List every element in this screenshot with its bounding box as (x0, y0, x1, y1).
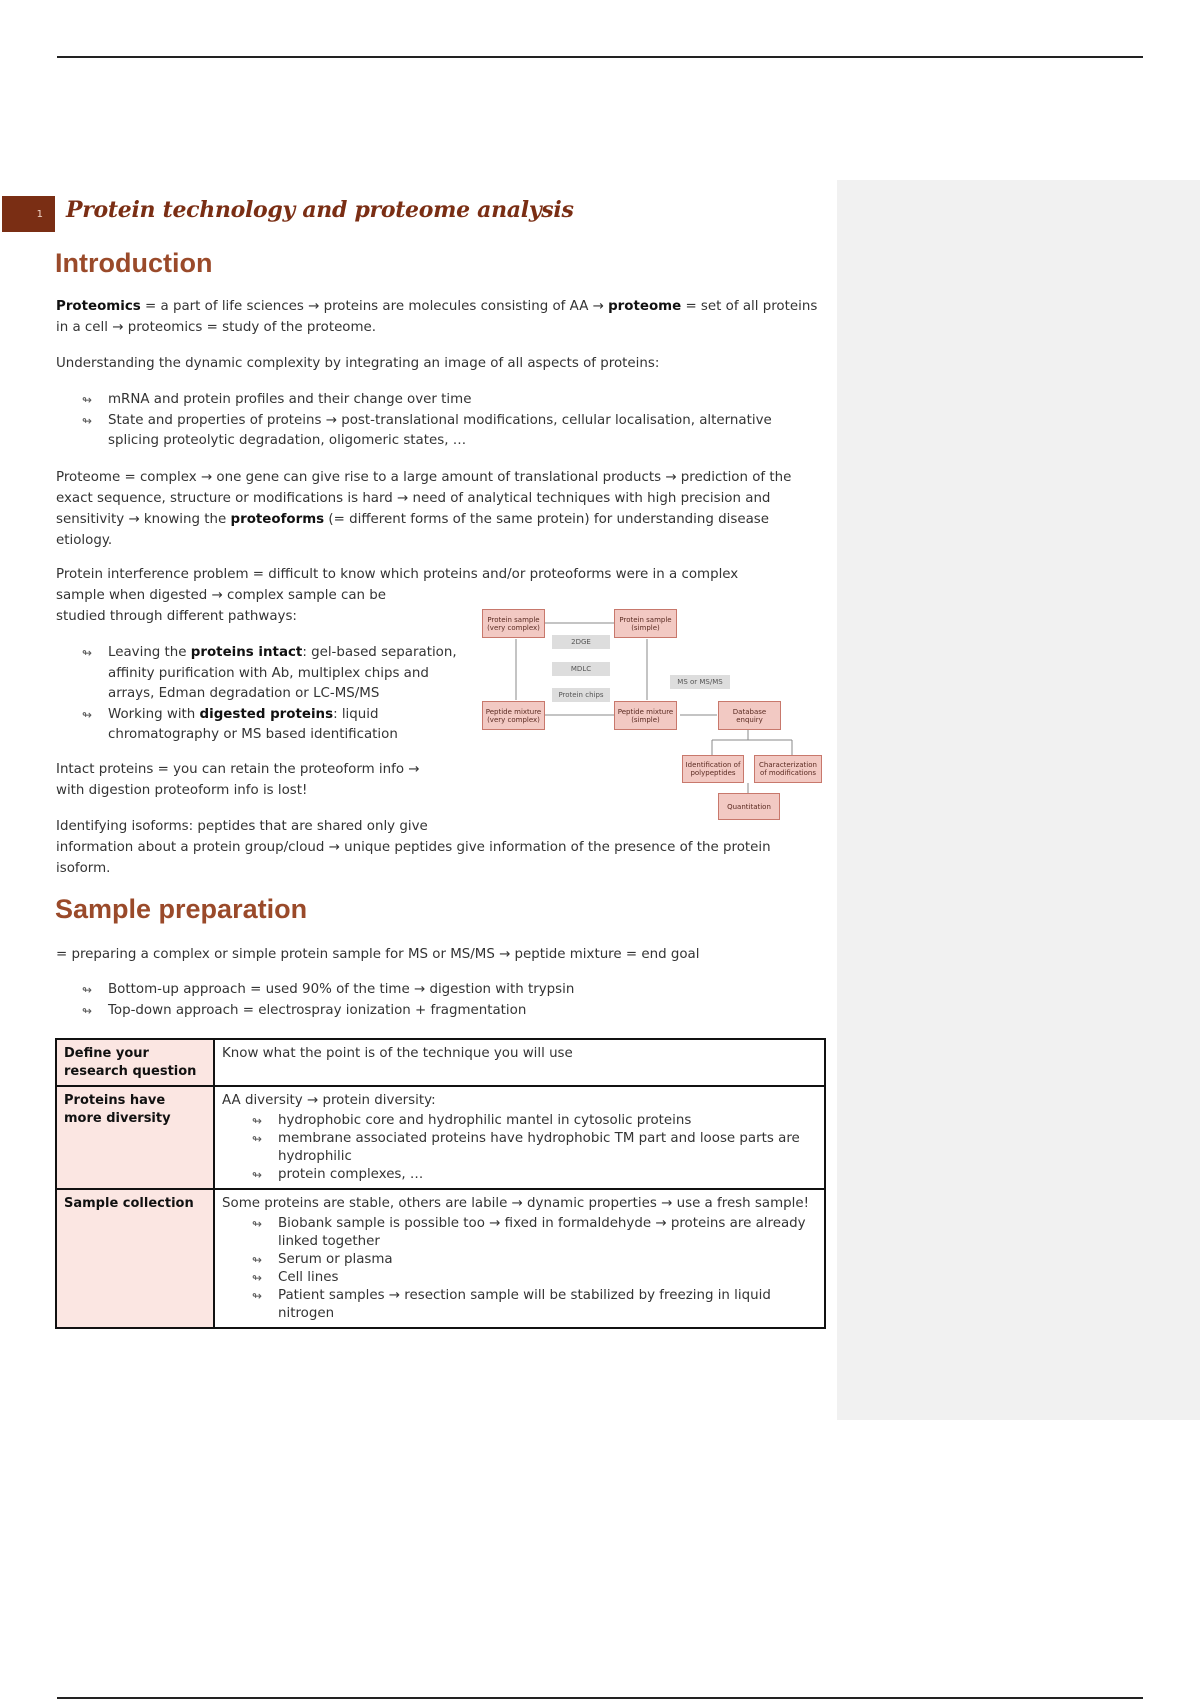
bullet-list-approaches (82, 980, 817, 1021)
paragraph-proteomics (56, 296, 826, 338)
table-row (56, 1039, 825, 1086)
box-protein-sample-complex: Protein sample (very complex) (482, 609, 545, 638)
text: information about a protein group/cloud → unique peptides give information of the presence of the protein isoform. (56, 840, 771, 876)
list-item: ↬ Top-down approach = electrospray ionization + fragmentation (82, 1001, 817, 1022)
text: = set of all proteins in a cell → proteomics = study of the proteome. (56, 299, 818, 335)
term-proteins-intact: proteins intact (190, 645, 303, 660)
term-digested-proteins: digested proteins (199, 706, 334, 722)
chapter-title: Protein technology and proteome analysis (66, 197, 574, 223)
table-row (56, 1086, 825, 1189)
text: (= different forms of the same protein) for understanding disease etiology. (56, 512, 769, 548)
row-header: Define your research question (56, 1039, 214, 1086)
list-item: ↬ Cell lines (252, 1269, 817, 1287)
list-item: ↬ State and properties of proteins → post-translational modifications, cellular localisation, alternative splicing proteolytic degradation, oligomeric states, … (82, 411, 817, 452)
footer-rule (57, 1697, 1143, 1699)
heading-sample-preparation: Sample preparation (55, 894, 308, 924)
text: with digestion proteoform info is lost! (56, 783, 308, 798)
term-proteomics: Proteomics (56, 299, 141, 314)
label-2dge: 2DGE (552, 635, 610, 649)
proteomics-workflow-diagram (470, 595, 832, 830)
text: Identifying isoforms: peptides that are shared only give (56, 819, 428, 834)
list-item: ↬ hydrophobic core and hydrophilic mantel in cytosolic proteins (252, 1112, 817, 1130)
chapter-number: 1 (36, 208, 43, 220)
list-item: ↬ protein complexes, … (252, 1166, 817, 1184)
label-protein-chips: Protein chips (552, 688, 610, 702)
text: Working with (108, 706, 200, 722)
list-item: ↬ membrane associated proteins have hydrophobic TM part and loose parts are hydrophilic (252, 1130, 817, 1166)
list-item: ↬ Serum or plasma (252, 1251, 817, 1269)
heading-introduction: Introduction (55, 248, 213, 278)
bullet-list-pathways (82, 643, 467, 746)
list-item: ↬ Biobank sample is possible too → fixed in formaldehyde → proteins are already linked together (252, 1215, 817, 1251)
row-text: AA diversity → protein diversity: (222, 1093, 436, 1108)
row-content: Know what the point is of the technique you will use (214, 1039, 825, 1086)
row-text: Some proteins are stable, others are labile → dynamic properties → use a fresh sample! (222, 1196, 809, 1211)
list-item: ↬ Bottom-up approach = used 90% of the time → digestion with trypsin (82, 980, 817, 1001)
box-characterization: Characterization of modifications (754, 755, 822, 783)
row-bullets (222, 1112, 817, 1184)
margin-panel (837, 180, 1200, 1420)
box-peptide-mixture-complex: Peptide mixture (very complex) (482, 701, 545, 730)
text: = a part of life sciences → proteins are molecules consisting of AA → (140, 299, 609, 314)
box-identification: Identification of polypeptides (682, 755, 744, 783)
box-protein-sample-simple: Protein sample (simple) (614, 609, 677, 638)
chapter-number-badge (2, 196, 55, 232)
row-header: Sample collection (56, 1189, 214, 1328)
table-row (56, 1189, 825, 1328)
list-item (82, 643, 467, 705)
text: : liquid chromatography or MS based identification (108, 706, 398, 742)
list-item (82, 705, 467, 746)
header-rule (57, 56, 1143, 58)
box-database-enquiry: Database enquiry (718, 701, 781, 730)
box-peptide-mixture-simple: Peptide mixture (simple) (614, 701, 677, 730)
paragraph-dynamic-complexity: Understanding the dynamic complexity by integrating an image of all aspects of proteins: (56, 356, 660, 371)
label-mdlc: MDLC (552, 662, 610, 676)
row-bullets (222, 1215, 817, 1323)
text: studied through different pathways: (56, 609, 297, 624)
list-item: ↬ mRNA and protein profiles and their change over time (82, 390, 817, 411)
row-content (214, 1189, 825, 1328)
label-ms-msms: MS or MS/MS (670, 675, 730, 689)
text: Proteome = complex → one gene can give rise to a large amount of translational products → prediction of the exact sequence, structure or modifications is hard → need of analytical techniques with high precision and sensitivity → knowing the (56, 470, 792, 527)
term-proteoforms: proteoforms (230, 512, 325, 527)
bullet-list-aspects (82, 390, 817, 452)
box-quantitation: Quantitation (718, 793, 780, 820)
row-content (214, 1086, 825, 1189)
text: sample when digested → complex sample can be (56, 588, 387, 603)
text: : gel-based separation, affinity purification with Ab, multiplex chips and arrays, Edman degradation or LC-MS/MS (108, 645, 457, 701)
paragraph-intact-proteins (56, 759, 456, 801)
sample-prep-table (55, 1038, 826, 1329)
term-proteome: proteome (608, 299, 682, 314)
list-item: ↬ Patient samples → resection sample will be stabilized by freezing in liquid nitrogen (252, 1287, 817, 1323)
row-header: Proteins have more diversity (56, 1086, 214, 1189)
text: Intact proteins = you can retain the proteoform info → (56, 762, 420, 777)
text: Protein interference problem = difficult to know which proteins and/or proteoforms were in a complex (56, 567, 739, 582)
paragraph-proteome-complex (56, 467, 826, 551)
paragraph-sample-prep-definition: = preparing a complex or simple protein sample for MS or MS/MS → peptide mixture = end goal (56, 947, 700, 962)
text: Leaving the (108, 645, 191, 660)
